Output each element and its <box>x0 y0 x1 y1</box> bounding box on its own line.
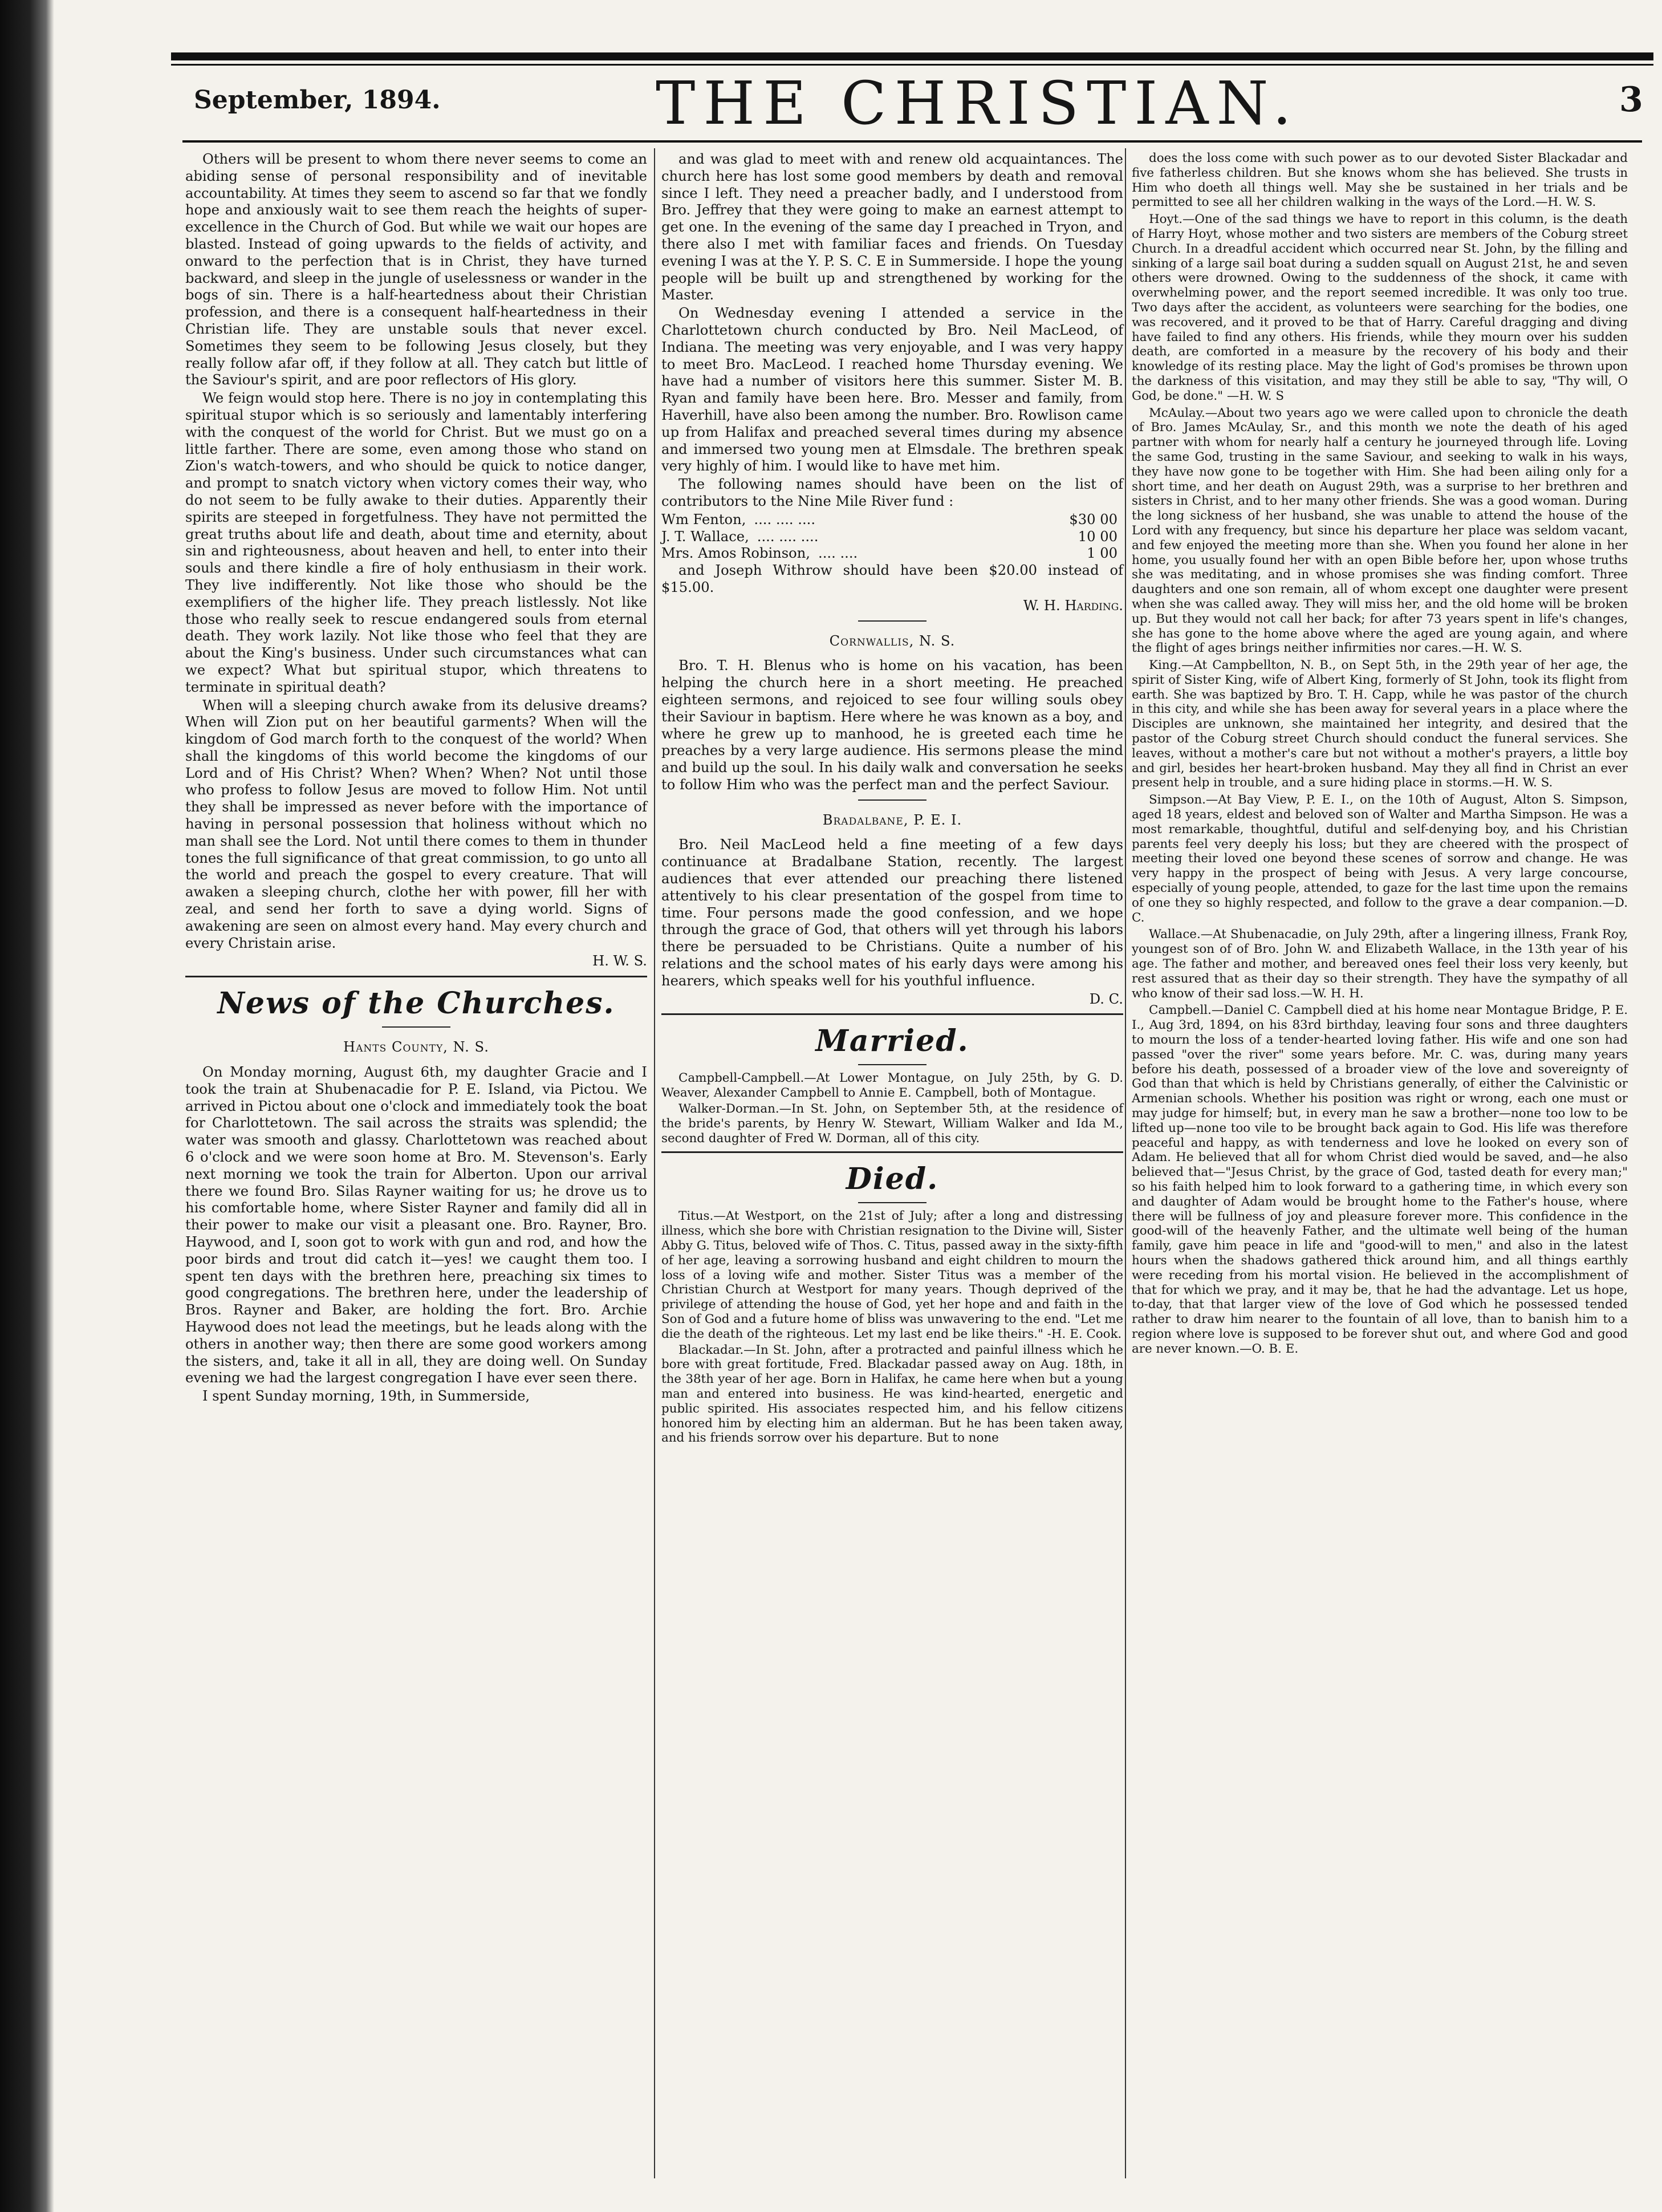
notice: Wallace.—At Shubenacadie, on July 29th, after a lingering illness, Frank Roy, youngest son of of Bro. John W. and Elizabeth Wallace, in the 13th year of his age. The father and mother, and bereaved ones feel their loss very keenly, but rest assured that as their day so their strength. They have the sympathy of all who know of their sad loss.—W. H. H. <box>1132 927 1628 1001</box>
masthead-title: THE CHRISTIAN. <box>656 68 1299 138</box>
paragraph: We feign would stop here. There is no joy in contemplating this spiritual stupor which is so seriously and lamentably interfering with the conquest of the world for Christ. But we must go on a little farther. There are some, even among those who stand on Zion's watch-towers, and who should be quick to notice danger, and prompt to snatch victory when victory comes their way, who do not seem to be fully awake to their duties. Apparently their spirits are steeped in forgetfulness. They have not permitted the great truths about life and death, about time and eternity, about sin and righteousness, about heaven and hell, to enter into their souls and there kindle a fire of holy enthusiasm in their work. They live indifferently. Not like those who should be the exemplifiers of the higher life. They preach listlessly. Not like those who really seek to rescue endangered souls from eternal death. They work lazily. Not like those who feel that they are about the King's business. Under such circumstances what can we expect? What but spiritual stupor, which threatens to terminate in spiritual death? <box>185 390 647 695</box>
divider <box>382 1026 450 1028</box>
paragraph: On Wednesday evening I attended a service in the Charlottetown church conducted by Bro. Neil MacLeod, of Indiana. The meeting was very enjoyable, and I was very happy to meet Bro. MacLeod. I reached home Thursday evening. We have had a number of visitors here this summer. Sister M. B. Ryan and family have been here. Bro. Messer and family, from Haverhill, have also been among the number. Bro. Rowlison came up from Halifax and preached several times during my absence and immersed two young men at Elmsdale. The brethren speak very highly of him. I would like to have met him. <box>661 305 1123 474</box>
contributor-amount: 1 00 <box>1087 545 1118 562</box>
issue-date: September, 1894. <box>194 86 441 115</box>
notice: Titus.—At Westport, on the 21st of July; after a long and distressing illness, which she bore with Christian resignation to the Divine will, Sister Abby G. Titus, beloved wife of Thos. C. Titus, passed away in the sixty-fifth of her age, leaving a sorrowing husband and eight children to mourn the loss of a loving wife and mother. Sister Titus was a member of the Christian Church at Westport for many years. Though deprived of the privilege of attending the house of God, yet her hope and and faith in the Son of God and a future home of bliss was unwavering to the end. "Let me die the death of the righteous. Let my last end be like theirs." -H. E. Cook. <box>661 1209 1123 1341</box>
signature: H. W. S. <box>592 953 647 969</box>
leader-dots: .... .... <box>818 545 858 562</box>
notice: Campbell-Campbell.—At Lower Montague, on July 25th, by G. D. Weaver, Alexander Campbell to Annie E. Campbell, both of Montague. <box>661 1071 1123 1101</box>
paragraph: The following names should have been on the list of contributors to the Nine Mile River fund : <box>661 476 1123 509</box>
divider <box>858 1064 927 1065</box>
contributor-amount: $30 00 <box>1069 511 1118 527</box>
header-rule <box>182 140 1642 143</box>
notice: Campbell.—Daniel C. Campbell died at his home near Montague Bridge, P. E. I., Aug 3rd, 1894, on his 83rd birthday, leaving four sons and three daughters to mourn the loss of a tender-hearted loving father. His wife and one son had passed "over the river" some years before. Mr. C. was, during many years before his death, possessed of a broader view of the love and sovereignty of God than that which is held by Christians generally, of either the Calvinistic or Armenian schools. Whether his position was right or wrong, each one must or may judge for himself; but, in every man he saw a brother—none too low to be lifted up—none too vile to be brought back again to God. His life was therefore peaceful and happy, as with tenderness and love he looked on every son of Adam. He believed that all for whom Christ died would be saved, and—he also believed that—"Jesus Christ, by the grace of God, tasted death for every man;" so his faith helped him to look forward to a gathering time, in which every son and daughter of Adam would be brought home to the Father's house, where there will be fullness of joy and pleasure forever more. This confidence in the good-will of the heavenly Father, and the ultimate well being of the human family, gave him peace in life and "good-will to men," and also in the latest hours when the shadows gathered thick around him, and all things earthly were receding from his mortal vision. He believed in the accomplishment of that for which we pray, and it may be, that he had the advantage. Let us hope, to-day, that that larger view of the love of God which he possessed tended rather to draw him nearer to the fountain of all love, than to banish him to a region where love is supposed to be forever shut out, and where God and good are never known.—O. B. E. <box>1132 1003 1628 1356</box>
notice: Walker-Dorman.—In St. John, on September 5th, at the residence of the bride's parents, by Henry W. Stewart, William Walker and Ida M., second daughter of Fred W. Dorman, all of this city. <box>661 1102 1123 1146</box>
column-rule <box>654 148 655 2178</box>
contributor-name: J. T. Wallace, <box>661 528 749 545</box>
signature: D. C. <box>1089 991 1123 1007</box>
contributor-row <box>661 512 1123 529</box>
divider <box>661 1151 1123 1153</box>
contributor-name: Mrs. Amos Robinson, <box>661 545 810 562</box>
paragraph: I spent Sunday morning, 19th, in Summerside, <box>202 1388 530 1405</box>
signature: W. H. Harding. <box>1023 597 1123 614</box>
section-heading-news: News of the Churches. <box>217 986 615 1021</box>
paragraph: On Monday morning, August 6th, my daughter Gracie and I took the train at Shubenacadie for P. E. Island, via Pictou. We arrived in Pictou about one o'clock and immediately took the boat for Charlottetown. The sail across the straits was splendid; the water was smooth and glassy. Charlottetown was reached about 6 o'clock and we were soon home at Bro. M. Stevenson's. Early next morning we took the train for Alberton. Upon our arrival there we found Bro. Silas Rayner waiting for us; he drove us to his comfortable home, where Sister Rayner and family did all in their power to make our visit a pleasant one. Bro. Rayner, Bro. Haywood, and I, soon got to work with gun and rod, and how the poor birds and trout did catch it—yes! we caught them too. I spent ten days with the brethren here, preaching six times to good congregations. The brethren here, under the leadership of Bros. Rayner and Baker, are holding the fort. Bro. Archie Haywood does not lead the meetings, but he leads along with the others in another way; then there are some good workers among the sisters, and, take it all in all, they are doing well. On Sunday evening we had the largest congregation I have ever seen there. <box>185 1064 647 1386</box>
top-rule-thin <box>171 64 1653 66</box>
paragraph: Bro. T. H. Blenus who is home on his vacation, has been helping the church here in a short meeting. He preached eighteen sermons, and rejoiced to see four willing souls obey their Saviour in baptism. Here where he was known as a boy, and where he grew up to manhood, he is greeted each time he preaches by a very large audience. His sermons please the mind and build up the soul. In his daily walk and conversation he seeks to follow Him who was the perfect man and the perfect Saviour. <box>661 657 1123 793</box>
divider <box>858 799 927 801</box>
column-2 <box>661 151 1123 1447</box>
leader-dots: .... .... .... <box>757 528 819 545</box>
subheading-hants: Hants County, N. S. <box>343 1039 489 1056</box>
notice: does the loss come with such power as to our devoted Sister Blackadar and five fatherless children. But she knows whom she has believed. She trusts in Him who doeth all things well. May she be sustained in her trials and be permitted to see all her children walking in the ways of the Lord.—H. W. S. <box>1132 151 1628 210</box>
paragraph: Others will be present to whom there never seems to come an abiding sense of personal responsibility and of inevitable accountability. At times they seem to ascend so far that we fondly hope and anxiously wait to see them reach the heights of super-excellence in the Church of God. But while we wait our hopes are blasted. Instead of going upwards to the fields of activity, and onward to the perfection that is in Christ, they have turned backward, and sleep in the jungle of uselessness or wander in the bogs of sin. There is a half-heartedness about their Christian profession, and there is a consequent half-heartedness in their Christian life. They are unstable souls that never excel. Sometimes they seem to be following Jesus closely, but they really follow afar off, if they follow at all. They catch but little of the Saviour's spirit, and are poor reflectors of His glory. <box>185 151 647 388</box>
paragraph: and Joseph Withrow should have been $20.00 instead of $15.00. <box>661 562 1123 595</box>
divider <box>858 620 927 622</box>
section-heading-died: Died. <box>846 1162 939 1197</box>
paragraph: and was glad to meet with and renew old acquaintances. The church here has lost some good members by death and removal since I left. They need a preacher badly, and I understood from Bro. Jeffrey that they were going to make an earnest attempt to get one. In the evening of the same day I preached in Tryon, and there also I met with familiar faces and friends. On Tuesday evening I was at the Y. P. S. C. E in Summerside. I hope the young people will be built up and strengthened by working for the Master. <box>661 151 1123 303</box>
notice: McAulay.—About two years ago we were called upon to chronicle the death of Bro. James McAulay, Sr., and this month we note the death of his aged partner with whom for nearly half a century he journeyed through life. Loving the same God, trusting in the same Saviour, and seeking to walk in his ways, they have now gone to be together with Him. She had been ailing only for a short time, and her death on August 29th, was a surprise to her brethren and sisters in Christ, and to her many other friends. She was a good woman. During the long sickness of her husband, she was unable to attend the house of the Lord with any frequency, but since his departure her place was seldom vacant, and few enjoyed the meeting more than she. When you found her alone in her home, you usually found her with an open Bible before her, upon whose truths she was meditating, and in whose promises she was finding comfort. Three daughters and one son remain, all of whom except one daughter were present when she was called away. They will miss her, and the old home will be broken up. But they would not call her back; for after 73 years spent in life's changes, she has gone to the home above where the aged are young again, and where the flight of ages brings neither infirmities nor cares.—H. W. S. <box>1132 405 1628 656</box>
paragraph: When will a sleeping church awake from its delusive dreams? When will Zion put on her beautiful garments? When will the kingdom of God march forth to the conquest of the world? When shall the kingdoms of this world become the kingdoms of our Lord and of His Christ? When? When? When? Not until those who profess to follow Jesus are moved to follow Him. Not until they shall be impressed as never before with the importance of having in personal possession that holiness without which no man shall see the Lord. Not until there comes to them in thunder tones the full significance of that great commission, to go unto all the world and preach the gospel to every creature. That will awaken a sleeping church, clothe her with power, fill her with zeal, and send her forth to save a dying world. Signs of awakening are seen on almost every hand. May every church and every Christain arise. <box>185 697 647 951</box>
notice: King.—At Campbellton, N. B., on Sept 5th, in the 29th year of her age, the spirit of Sister King, wife of Albert King, formerly of St John, took its flight from earth. She was baptized by Bro. T. H. Capp, while he was pastor of the church in this city, and while she has been away for several years in a place where the Disciples are unknown, she maintained her integrity, and desired that the pastor of the Coburg street Church should conduct the funeral services. She leaves, without a mother's care but not without a mother's prayers, a little boy and girl, besides her heart-broken husband. May they all find in Christ an ever present help in trouble, and a sure hiding place in storms.—H. W. S. <box>1132 658 1628 790</box>
top-rule <box>171 52 1653 60</box>
notice: Simpson.—At Bay View, P. E. I., on the 10th of August, Alton S. Simpson, aged 18 years, eldest and beloved son of Walter and Martha Simpson. He was a most remarkable, thoughtful, dutiful and self-denying boy, and his Christian parents feel very deeply his loss; but they are cheered with the prospect of meeting their loved one beyond these scenes of sorrow and change. He was very happy in the prospect of being with Jesus. A very large concourse, especially of young people, attended, to gaze for the last time upon the remains of one they so highly respected, and follow to the grave a dear companion.—D. C. <box>1132 793 1628 925</box>
contributor-row <box>661 545 1123 562</box>
contributor-list <box>661 512 1123 562</box>
subheading-bradalbane: Bradalbane, P. E. I. <box>822 811 962 828</box>
divider <box>185 976 647 977</box>
contributor-row <box>661 529 1123 546</box>
binding-shadow <box>0 0 54 2212</box>
contributor-amount: 10 00 <box>1078 528 1118 545</box>
page-number: 3 <box>1619 80 1643 120</box>
divider <box>661 1013 1123 1015</box>
leader-dots: .... .... .... <box>754 511 816 527</box>
notice: Blackadar.—In St. John, after a protracted and painful illness which he bore with great fortitude, Fred. Blackadar passed away on Aug. 18th, in the 38th year of her age. Born in Halifax, he came here when but a young man and entered into business. He was kind-hearted, energetic and public spirited. His associates respected him, and his fellow citizens honored him by electing him an alderman. But he has been taken away, and his friends sorrow over his departure. But to none <box>661 1342 1123 1446</box>
divider <box>858 1202 927 1203</box>
notice: Hoyt.—One of the sad things we have to report in this column, is the death of Harry Hoyt, whose mother and two sisters are members of the Coburg street Church. In a dreadful accident which occurred near St. John, by the filling and sinking of a large sail boat during a sudden squall on August 21st, he and seven others were drowned. Owing to the suddenness of the shock, it came with overwhelming power, and the report seemed incredible. It was only too true. Two days after the accident, as volunteers were searching for the bodies, one was recovered, and it proved to be that of Harry. Careful dragging and diving have failed to find any others. His friends, while they mourn over his sudden death, are comforted in a measure by the recovery of his body and their knowledge of its resting place. May the light of God's promises be thrown upon the darkness of this visitation, and may they still be able to say, "Thy will, O God, be done." —H. W. S <box>1132 212 1628 403</box>
column-rule <box>1125 148 1126 2178</box>
contributor-name: Wm Fenton, <box>661 511 746 527</box>
column-1 <box>185 151 647 1406</box>
section-heading-married: Married. <box>815 1024 969 1059</box>
subheading-cornwallis: Cornwallis, N. S. <box>829 632 956 649</box>
column-3 <box>1132 151 1628 1359</box>
paragraph: Bro. Neil MacLeod held a fine meeting of a few days continuance at Bradalbane Station, recently. The largest audiences that ever attended our preaching there listened attentively to his clear presentation of the gospel from time to time. Four persons made the good confession, and we hope through the grace of God, that others will yet through his labors there be persuaded to be Christians. Quite a number of his relations and the school mates of his early days were among his hearers, which speaks well for his youthful influence. <box>661 837 1123 989</box>
